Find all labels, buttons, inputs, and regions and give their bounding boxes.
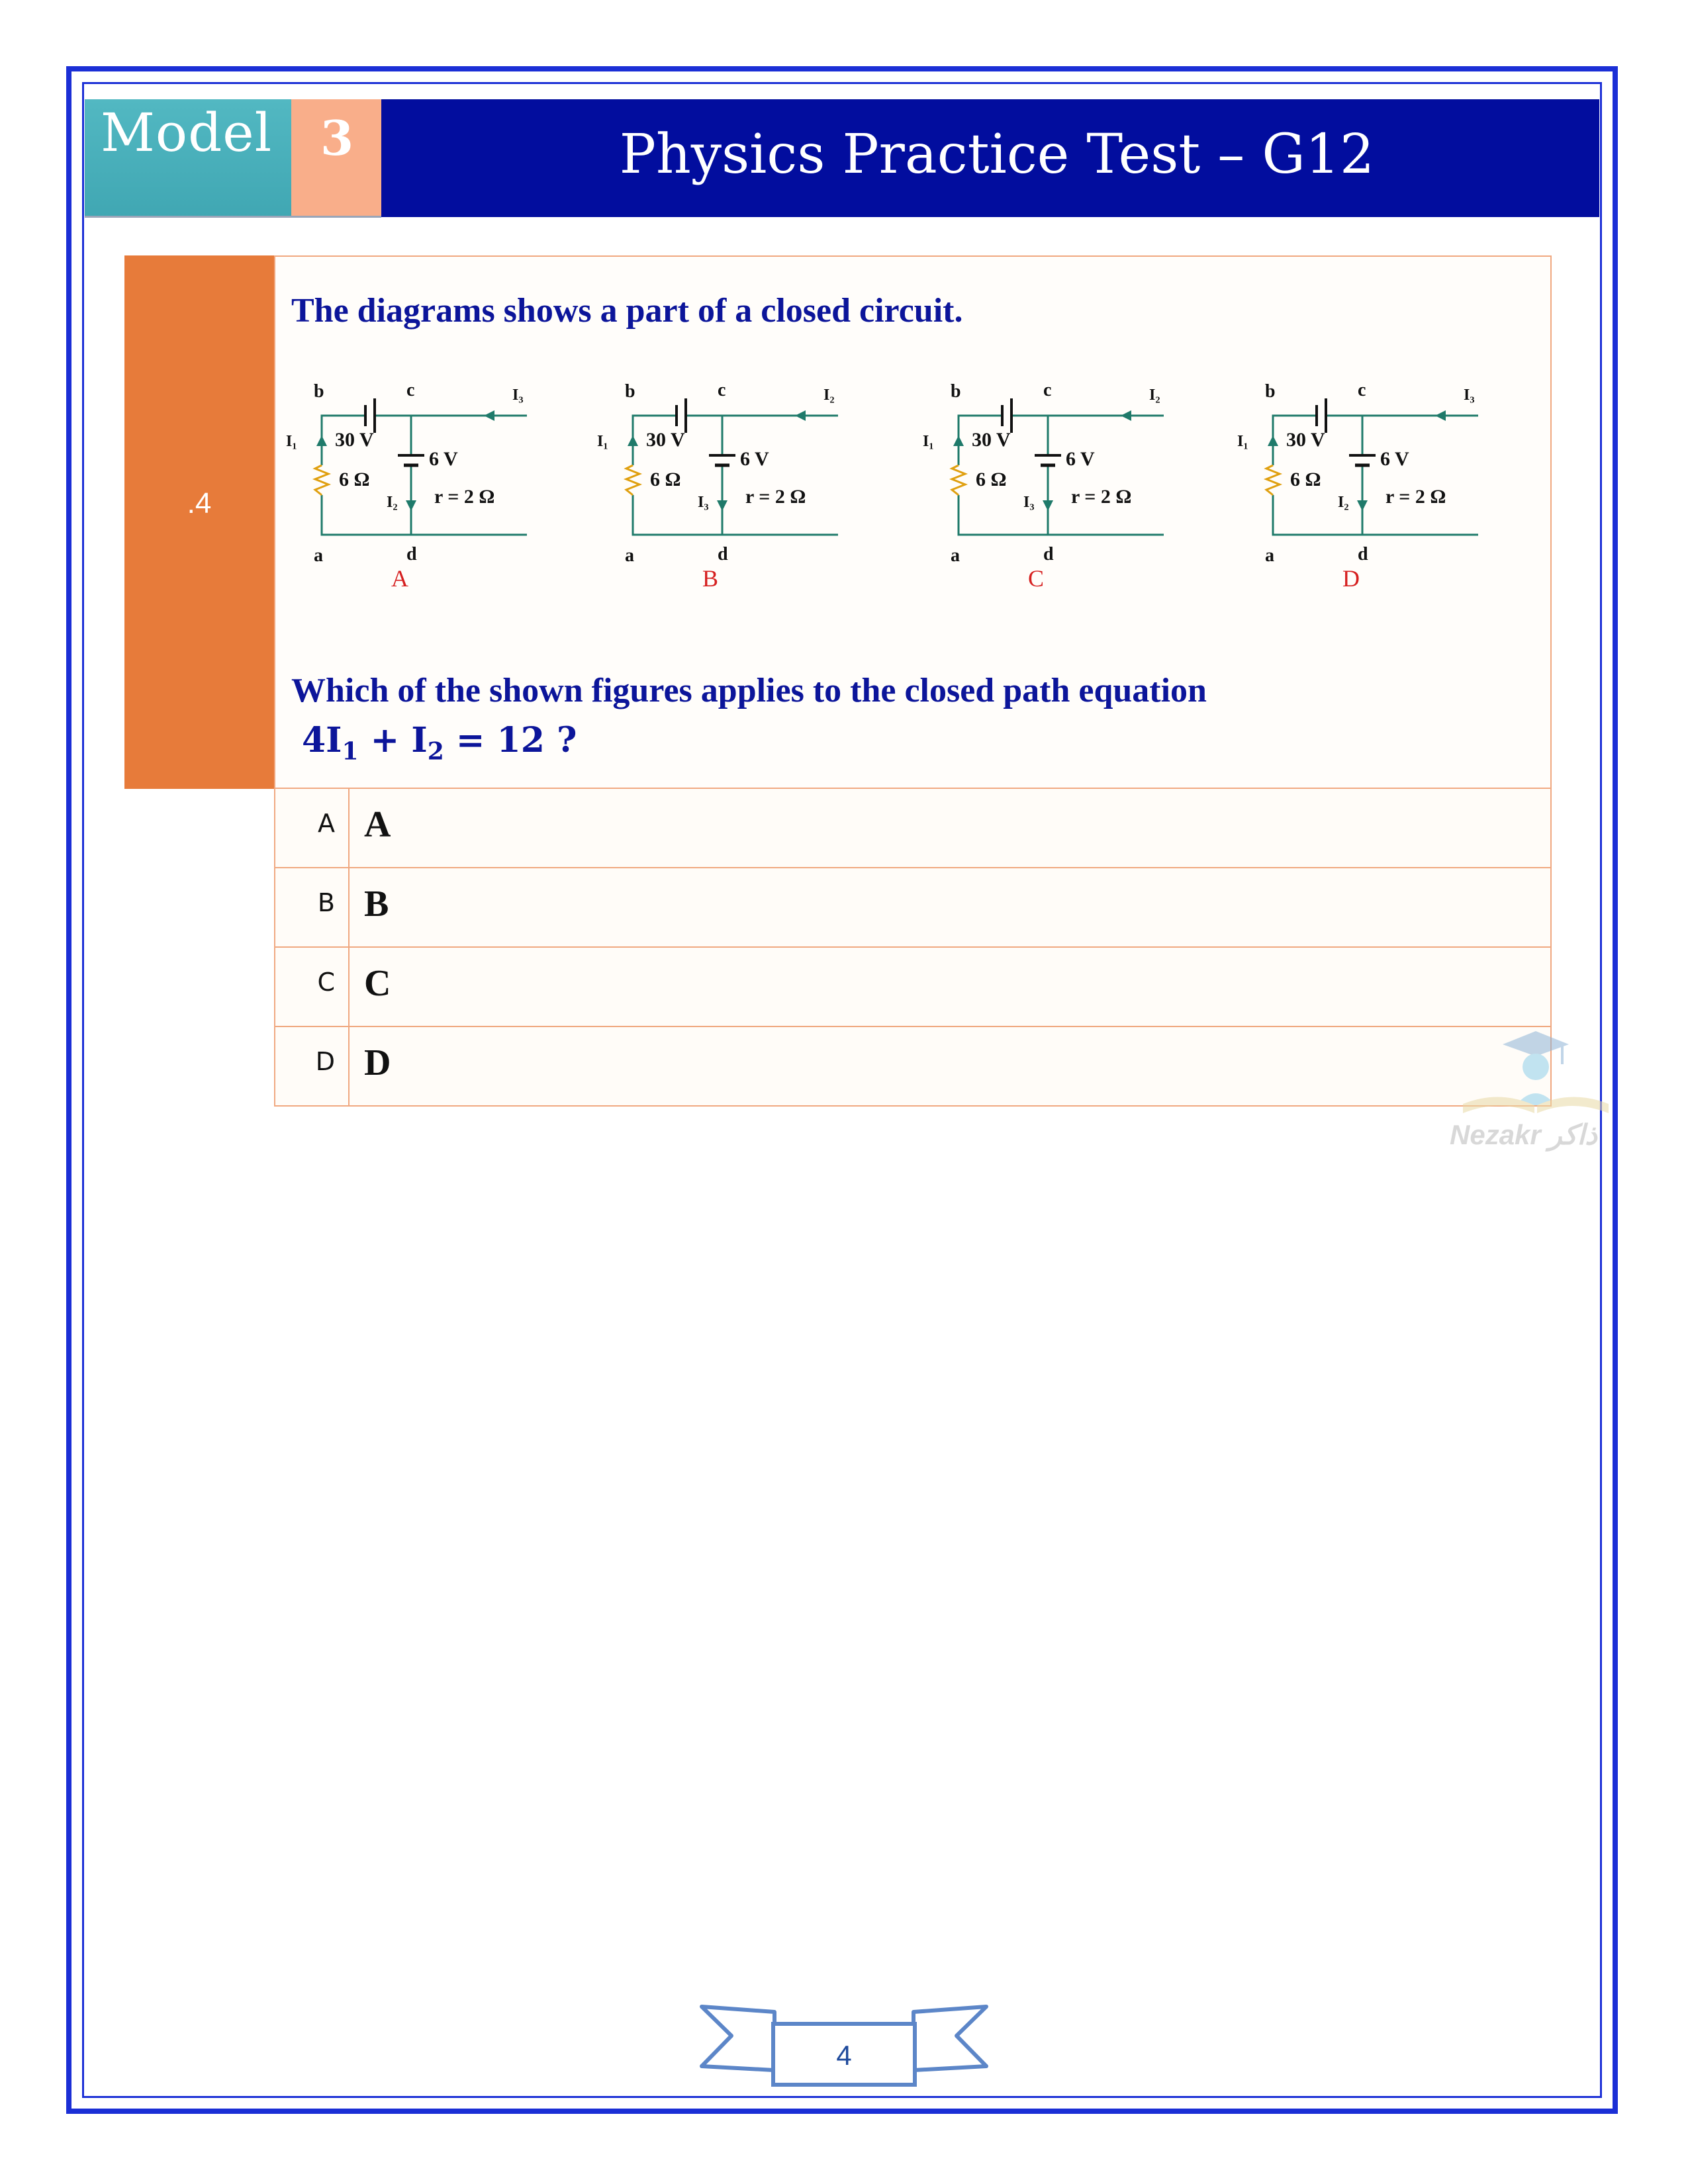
watermark-logo [1450, 1026, 1622, 1165]
mid-current-label: I₃ [1023, 494, 1035, 511]
option-d[interactable] [274, 1027, 1552, 1107]
watermark-text: Nezakr ذاكر [1450, 1119, 1597, 1150]
page-header [85, 99, 1599, 217]
resistor-label: 6 Ω [1290, 469, 1321, 490]
top-current-arrow [484, 410, 494, 421]
option-letter: B [317, 888, 335, 917]
option-letter: A [318, 809, 335, 838]
equation-sub2: 2 [427, 737, 444, 766]
wire-bottom [959, 495, 1164, 535]
emf-top-label: 30 V [1286, 429, 1325, 451]
node-b-label: b [314, 381, 324, 402]
mid-current-arrow [406, 500, 416, 511]
top-current-arrow [1435, 410, 1446, 421]
top-current-arrow [1121, 410, 1131, 421]
left-current-arrow [953, 435, 964, 446]
top-current-label: I₂ [823, 387, 835, 404]
title-box [381, 99, 1599, 217]
option-letter-cell [275, 1027, 350, 1105]
node-c-label: c [406, 380, 415, 400]
page-number: 4 [836, 2040, 852, 2071]
emf-top-label: 30 V [335, 429, 374, 451]
option-text: A [364, 804, 391, 845]
diagram-caption: B [702, 565, 719, 588]
resistor-zigzag [626, 465, 639, 495]
option-letter-cell [275, 868, 350, 946]
answer-options [274, 789, 1552, 1107]
top-current-label: I₃ [1464, 387, 1475, 404]
resistor-zigzag [1266, 465, 1280, 495]
model-label: Model [101, 102, 273, 163]
emf-top-label: 30 V [646, 429, 685, 451]
left-current-arrow [628, 435, 638, 446]
left-current-label: I₁ [1237, 433, 1248, 450]
option-text: D [364, 1042, 391, 1083]
node-a-label: a [625, 545, 634, 566]
diagram-caption: A [391, 565, 408, 588]
model-label-box [85, 99, 291, 217]
node-b-label: b [951, 381, 961, 402]
option-letter: C [317, 968, 335, 997]
equation-plus: + I [358, 720, 428, 760]
internal-resistance-label: r = 2 Ω [1071, 486, 1132, 508]
resistor-zigzag [315, 465, 328, 495]
internal-resistance-label: r = 2 Ω [1385, 486, 1446, 508]
closed-path-equation [302, 720, 577, 765]
option-text: C [364, 963, 391, 1004]
circuit-diagram [593, 369, 904, 588]
emf-top-label: 30 V [972, 429, 1011, 451]
resistor-label: 6 Ω [976, 469, 1007, 490]
emf-mid-label: 6 V [740, 448, 769, 470]
diagram-caption: C [1028, 565, 1045, 588]
question-stem: The diagrams shows a part of a closed circuit. [291, 292, 963, 330]
option-a[interactable] [274, 789, 1552, 868]
top-current-arrow [795, 410, 806, 421]
page-title: Physics Practice Test – G12 [619, 123, 1375, 186]
mid-current-label: I₃ [698, 494, 709, 511]
option-b[interactable] [274, 868, 1552, 948]
option-letter-cell [275, 948, 350, 1026]
node-d-label: d [406, 544, 417, 565]
model-number: 3 [320, 110, 354, 166]
option-letter: D [315, 1047, 335, 1076]
header-underline [85, 216, 381, 218]
left-current-arrow [1268, 435, 1278, 446]
diagram-caption: D [1342, 565, 1360, 588]
resistor-zigzag [952, 465, 965, 495]
option-c[interactable] [274, 948, 1552, 1027]
question-prompt: Which of the shown figures applies to the closed path equation [291, 672, 1207, 709]
question-number-cell [124, 255, 274, 789]
circuit-diagram [282, 369, 593, 588]
equation-coef: 4I [302, 720, 342, 760]
circuit-diagram [919, 369, 1230, 588]
equation-sub1: 1 [342, 737, 359, 766]
wire-bottom [1273, 495, 1478, 535]
node-c-label: c [1043, 380, 1052, 400]
node-d-label: d [1043, 544, 1054, 565]
wire-bottom [322, 495, 527, 535]
emf-mid-label: 6 V [1066, 448, 1095, 470]
resistor-label: 6 Ω [650, 469, 681, 490]
option-text: B [364, 884, 389, 925]
top-current-label: I₃ [512, 387, 524, 404]
mid-current-label: I₂ [1338, 494, 1349, 511]
circuit-diagram [1233, 369, 1544, 588]
mid-current-arrow [1357, 500, 1368, 511]
mid-current-arrow [1043, 500, 1053, 511]
graduate-book-icon [1450, 1026, 1622, 1118]
emf-mid-label: 6 V [1380, 448, 1409, 470]
node-a-label: a [1265, 545, 1274, 566]
mid-current-label: I₂ [387, 494, 398, 511]
page-number-ribbon [695, 1992, 993, 2091]
wire-bottom [633, 495, 838, 535]
model-number-box [291, 99, 381, 217]
mid-current-arrow [717, 500, 727, 511]
internal-resistance-label: r = 2 Ω [745, 486, 806, 508]
question-body [274, 255, 1552, 789]
node-a-label: a [314, 545, 323, 566]
resistor-label: 6 Ω [339, 469, 370, 490]
node-d-label: d [718, 544, 728, 565]
node-c-label: c [1358, 380, 1366, 400]
node-b-label: b [1265, 381, 1276, 402]
question-number: .4 [187, 487, 212, 520]
equation-rest: = 12 ? [444, 720, 577, 760]
option-letter-cell [275, 789, 350, 867]
left-current-label: I₁ [286, 433, 297, 450]
node-b-label: b [625, 381, 635, 402]
emf-mid-label: 6 V [429, 448, 458, 470]
internal-resistance-label: r = 2 Ω [434, 486, 495, 508]
left-current-arrow [316, 435, 327, 446]
node-c-label: c [718, 380, 726, 400]
node-a-label: a [951, 545, 960, 566]
left-current-label: I₁ [597, 433, 608, 450]
left-current-label: I₁ [923, 433, 934, 450]
node-d-label: d [1358, 544, 1368, 565]
top-current-label: I₂ [1149, 387, 1160, 404]
